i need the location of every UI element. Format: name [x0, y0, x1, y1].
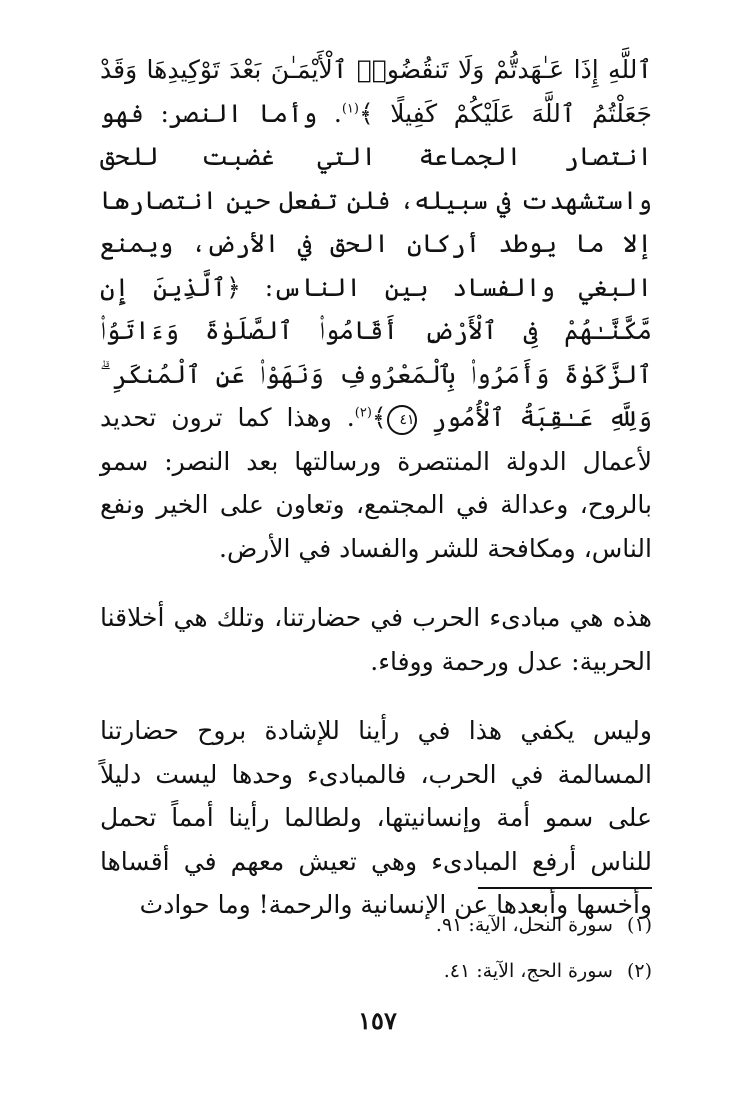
footnote-ref-1: (١) — [341, 101, 359, 117]
paragraph-2: هذه هي مبادىء الحرب في حضارتنا، وتلك هي أخلاقنا الحربية: عدل ورحمة ووفاء. — [100, 603, 652, 676]
ayah-number-marker: ٤١ — [387, 405, 417, 435]
footnote-ref-2: (٢) — [354, 405, 372, 421]
paragraph-1-part-2: . وأما النصر: فهو انتصار الجماعة التي غضبت للحق واستشهدت في سبيله، فلن تفعل حين انتصارها إلا ما يوطد أركان الحق في الأرض، ويمنع البغي والفساد بين الناس: ﴿ٱلَّذِينَ إِن مَّكَّنَّـٰهُمْ فِى ٱلْأَرْضِ أَقَامُوا۟ ٱلصَّلَوٰةَ وَءَاتَوُا۟ ٱلزَّكَوٰةَ وَأَمَرُوا۟ بِٱلْمَعْرُوفِ وَنَهَوْا۟ عَنِ ٱلْمُنكَرِ ۗ وَلِلَّهِ عَـٰقِبَةُ ٱلْأُمُورِ — [100, 98, 653, 432]
footnotes — [202, 902, 652, 994]
footnote-2 — [202, 948, 652, 994]
paragraph-3: وليس يكفي هذا في رأينا للإشادة بروح حضارتنا المسالمة في الحرب، فالمبادىء وحدها ليست دليلاً على سمو أمة وإنسانيتها، ولطالما رأينا أمماً تحمل للناس أرفع المبادىء وهي تعيش معهم في أقساها وأخسها وأبعدها عن الإنسانية والرحمة! وما حوادث — [100, 716, 652, 919]
page-body — [100, 48, 652, 927]
footnote-2-number: (٢) — [626, 960, 652, 982]
footnote-2-text: سورة الحج، الآية: ٤١. — [443, 960, 613, 982]
paragraph-1 — [100, 48, 652, 570]
paragraph-1-part-4: . وهذا كما ترون تحديد لأعمال الدولة المنتصرة ورسالتها بعد النصر: سمو بالروح، وعدالة في المجتمع، وتعاون على الخير ونفع الناس، ومكافحة للشر والفساد في الأرض. — [100, 403, 652, 563]
footnote-1-number: (١) — [626, 914, 652, 936]
paragraph-1-part-1: ٱللَّهِ إِذَا عَـٰهَدتُّمْ وَلَا تَنقُضُوا۟ ٱلْأَيْمَـٰنَ بَعْدَ تَوْكِيدِهَا وَقَدْ جَعَلْتُمُ ٱللَّهَ عَلَيْكُمْ كَفِيلًا ﴾ — [100, 55, 652, 128]
paragraph-1-part-3: ﴾ — [371, 403, 387, 432]
page-number: ١٥٧ — [358, 1006, 397, 1035]
footnote-1-text: سورة النحل، الآية: ٩١. — [435, 914, 613, 936]
footnote-divider — [478, 887, 652, 889]
footnote-1 — [202, 902, 652, 948]
